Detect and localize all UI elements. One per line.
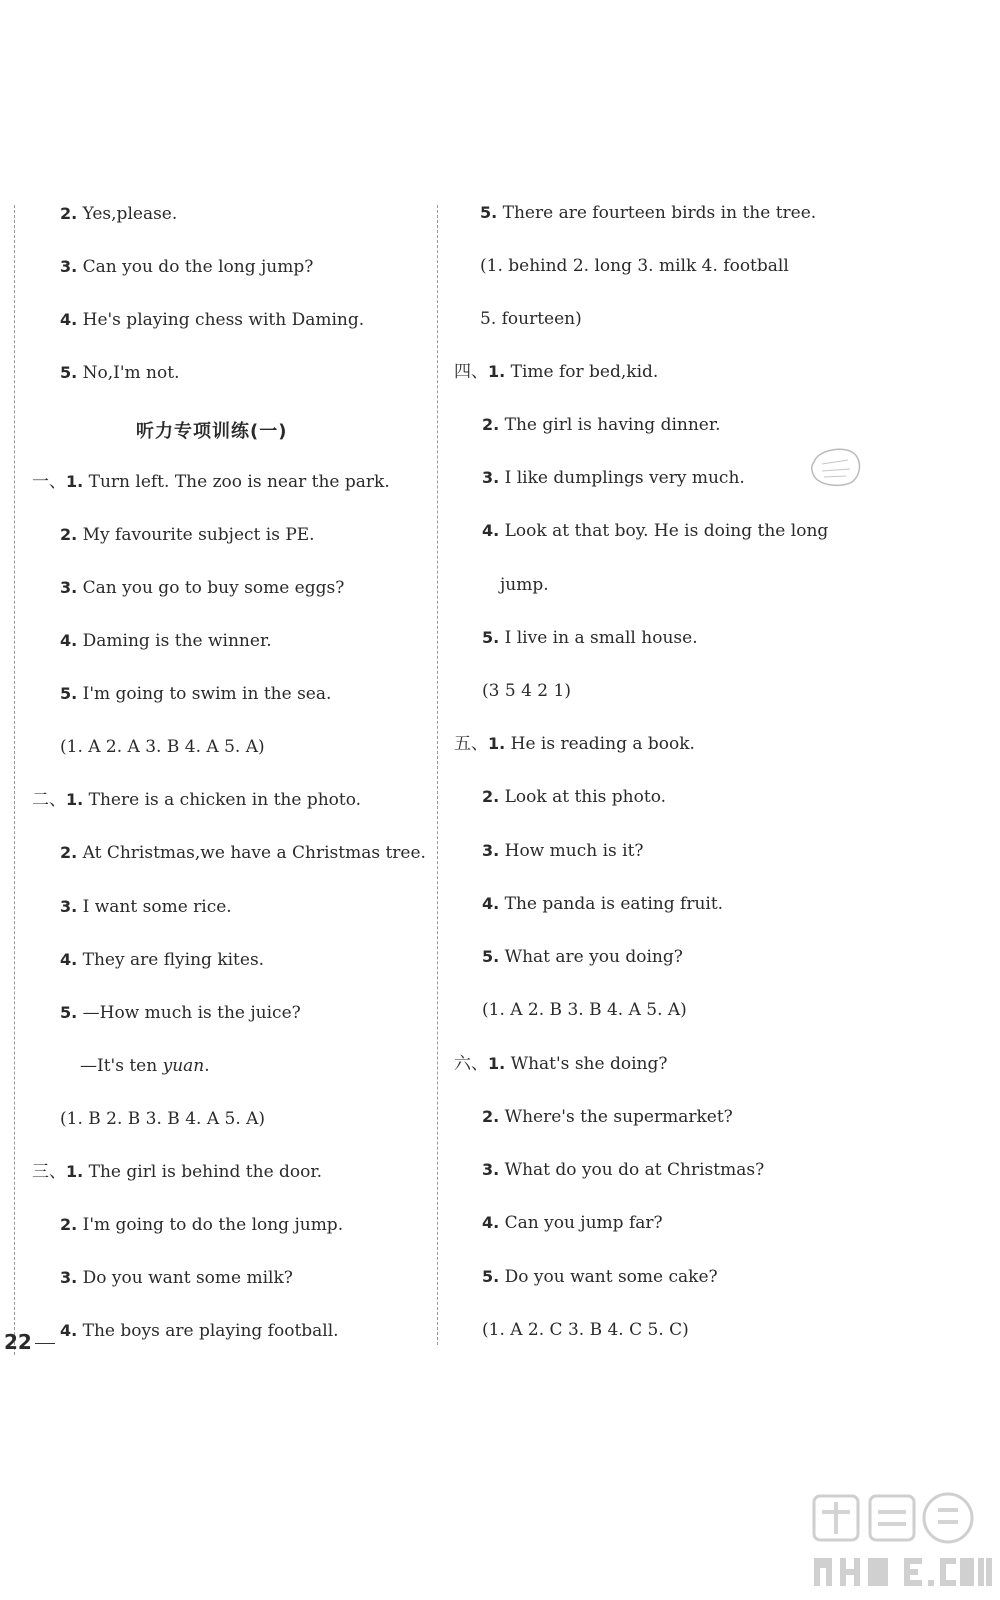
left-margin-dashed-line <box>14 205 15 1355</box>
list-item: 2. Look at this photo. <box>482 787 667 807</box>
list-item: 5. I live in a small house. <box>482 628 698 648</box>
page-number-rule <box>35 1343 55 1344</box>
list-item: 2. My favourite subject is PE. <box>60 525 315 545</box>
list-item: 5. There are fourteen birds in the tree. <box>480 203 817 223</box>
list-item: 5. I'm going to swim in the sea. <box>60 684 332 704</box>
answer-line: (1. behind 2. long 3. milk 4. football <box>480 256 789 276</box>
list-item: 二、1. There is a chicken in the photo. <box>32 790 362 810</box>
list-item: 4. He's playing chess with Daming. <box>60 310 365 330</box>
list-item: 3. What do you do at Christmas? <box>482 1160 765 1180</box>
answer-line: 5. fourteen) <box>480 309 582 329</box>
list-item: 三、1. The girl is behind the door. <box>32 1162 323 1182</box>
watermark-logo <box>808 1488 993 1593</box>
list-item: 3. Can you do the long jump? <box>60 257 314 277</box>
list-item: 2. Where's the supermarket? <box>482 1107 733 1127</box>
list-item: 五、1. He is reading a book. <box>454 734 695 754</box>
answer-line: (1. A 2. A 3. B 4. A 5. A) <box>60 737 265 757</box>
dialogue-reply: —It's ten yuan. <box>80 1056 210 1076</box>
list-item: 5. What are you doing? <box>482 947 683 967</box>
list-item: 2. Yes,please. <box>60 204 178 224</box>
list-item: 四、1. Time for bed,kid. <box>454 362 659 382</box>
answer-line: (1. B 2. B 3. B 4. A 5. A) <box>60 1109 266 1129</box>
list-item: 3. I like dumplings very much. <box>482 468 745 488</box>
list-item: 3. Do you want some milk? <box>60 1268 293 1288</box>
list-item: 4. Can you jump far? <box>482 1213 663 1233</box>
list-item: 3. Can you go to buy some eggs? <box>60 578 345 598</box>
list-item: 5. No,I'm not. <box>60 363 180 383</box>
list-item: 2. The girl is having dinner. <box>482 415 721 435</box>
list-item: 3. I want some rice. <box>60 897 232 917</box>
answer-line: (3 5 4 2 1) <box>482 681 571 701</box>
list-item: 4. The panda is eating fruit. <box>482 894 724 914</box>
list-item: 六、1. What's she doing? <box>454 1054 668 1074</box>
list-item: 5. Do you want some cake? <box>482 1267 718 1287</box>
list-item: 4. They are flying kites. <box>60 950 265 970</box>
list-item: 4. Daming is the winner. <box>60 631 272 651</box>
answer-line: (1. A 2. C 3. B 4. C 5. C) <box>482 1320 689 1340</box>
section-title: 听力专项训练(一) <box>136 421 288 442</box>
list-item: 4. The boys are playing football. <box>60 1321 339 1341</box>
list-item: 3. How much is it? <box>482 841 644 861</box>
list-item: 2. I'm going to do the long jump. <box>60 1215 344 1235</box>
list-item: 5. —How much is the juice? <box>60 1003 301 1023</box>
page-number: 22 <box>4 1330 32 1354</box>
column-divider <box>437 205 438 1345</box>
answer-line: (1. A 2. B 3. B 4. A 5. A) <box>482 1000 687 1020</box>
list-item-continuation: jump. <box>500 575 549 595</box>
stamp-icon <box>808 444 864 490</box>
list-item: 2. At Christmas,we have a Christmas tree. <box>60 843 426 863</box>
list-item: 一、1. Turn left. The zoo is near the park. <box>32 472 390 492</box>
list-item: 4. Look at that boy. He is doing the long <box>482 521 829 541</box>
